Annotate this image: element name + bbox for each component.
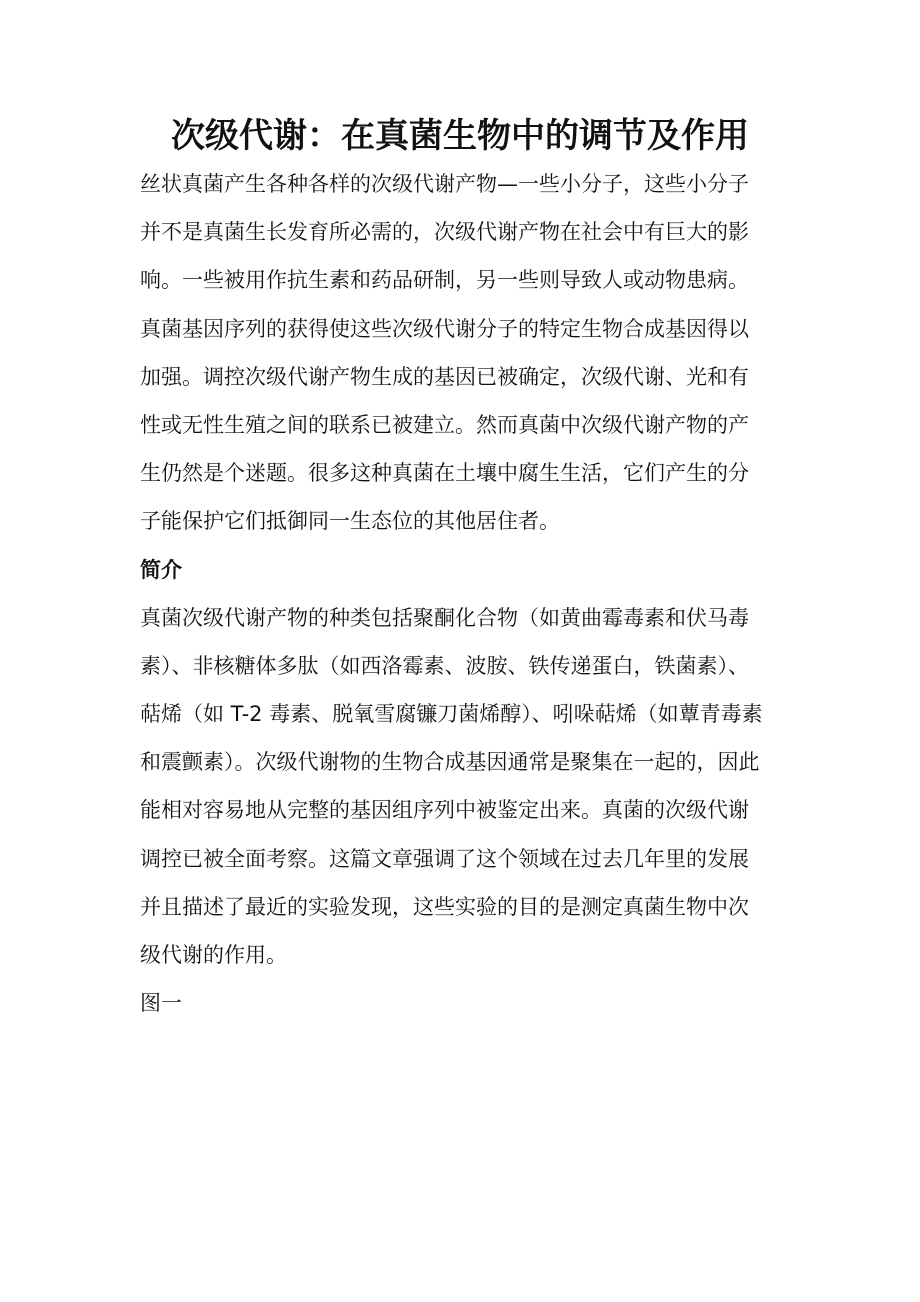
section-line-1: 真菌次级代谢产物的种类包括聚酮化合物（如黄曲霉毒素和伏马毒	[140, 605, 749, 630]
intro-line-5: 加强。调控次级代谢产物生成的基因已被确定，次级代谢、光和有	[140, 364, 749, 389]
intro-line-7: 生仍然是个迷题。很多这种真菌在土壤中腐生生活，它们产生的分	[140, 461, 749, 486]
intro-line-3: 响。一些被用作抗生素和药品研制，另一些则导致人或动物患病。	[140, 268, 749, 293]
section-heading: 简介	[140, 557, 182, 582]
intro-line-6: 性或无性生殖之间的联系已被建立。然而真菌中次级代谢产物的产	[140, 412, 749, 437]
section-line-3: 萜烯（如 T-2 毒素、脱氧雪腐镰刀菌烯醇）、吲哚萜烯（如蕈青毒素	[140, 702, 763, 727]
intro-line-8: 子能保护它们抵御同一生态位的其他居住者。	[140, 509, 560, 534]
document-title: 次级代谢：在真菌生物中的调节及作用	[171, 116, 749, 156]
intro-line-2: 并不是真菌生长发育所必需的，次级代谢产物在社会中有巨大的影	[140, 220, 749, 245]
section-line-2: 素）、非核糖体多肽（如西洛霉素、波胺、铁传递蛋白，铁菌素）、	[140, 653, 749, 678]
section-line-4: 和震颤素）。次级代谢物的生物合成基因通常是聚集在一起的，因此	[140, 750, 760, 775]
intro-line-1: 丝状真菌产生各种各样的次级代谢产物—一些小分子，这些小分子	[140, 172, 749, 196]
section-line-5: 能相对容易地从完整的基因组序列中被鉴定出来。真菌的次级代谢	[140, 798, 749, 823]
document-body	[140, 160, 800, 1027]
section-line-6: 调控已被全面考察。这篇文章强调了这个领域在过去几年里的发展	[140, 846, 749, 871]
intro-line-4: 真菌基因序列的获得使这些次级代谢分子的特定生物合成基因得以	[140, 316, 749, 341]
section-line-7: 并且描述了最近的实验发现，这些实验的目的是测定真菌生物中次	[140, 894, 749, 919]
section-line-8: 级代谢的作用。	[140, 943, 287, 967]
figure-label: 图一	[140, 991, 182, 1016]
